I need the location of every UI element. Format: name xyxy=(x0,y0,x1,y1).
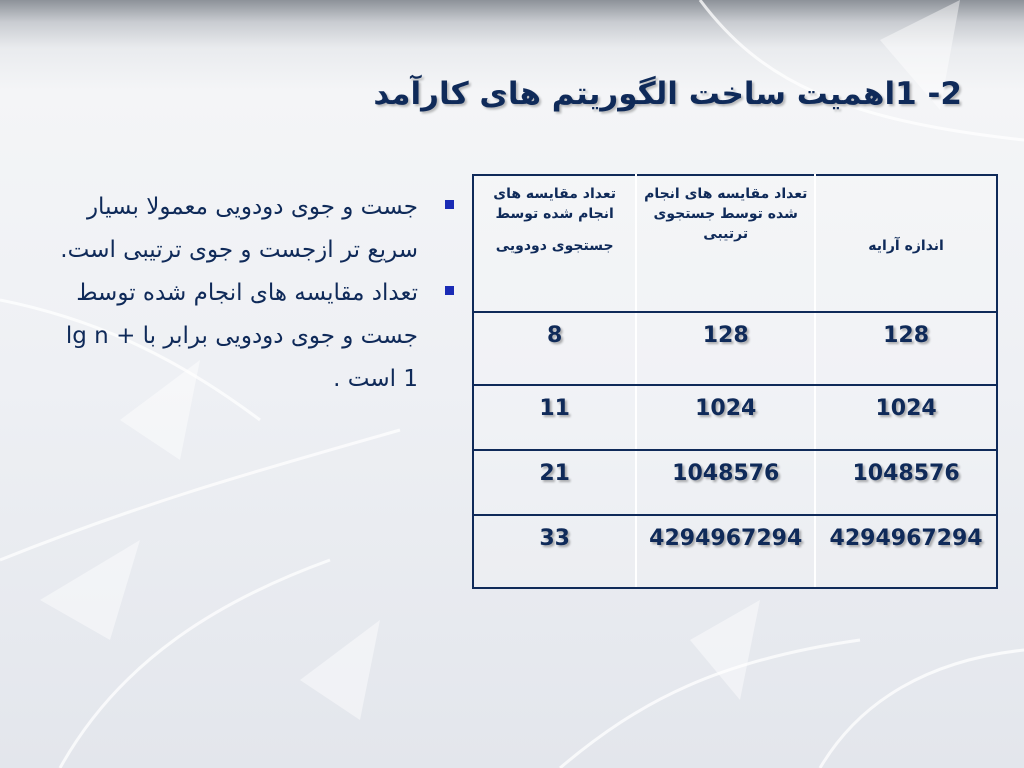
comparison-table xyxy=(472,174,998,589)
bullet-item xyxy=(60,186,458,272)
table-row xyxy=(473,450,997,515)
bullet-text: جست و جوی دودویی معمولا بسیار سریع تر ازجست و جوی ترتیبی است. xyxy=(60,194,418,263)
cell-binary: 21 xyxy=(473,450,636,515)
bullet-square-icon xyxy=(445,286,454,295)
cell-array-size: 128 xyxy=(815,312,997,385)
bullet-item xyxy=(60,272,458,401)
slide-title: 2- 1اهمیت ساخت الگوریتم های کارآمد xyxy=(373,76,962,112)
bullet-list xyxy=(60,186,458,401)
cell-sequential: 4294967294 xyxy=(636,515,815,588)
cell-array-size: 1024 xyxy=(815,385,997,450)
cell-binary: 8 xyxy=(473,312,636,385)
cell-array-size: 4294967294 xyxy=(815,515,997,588)
cell-binary: 11 xyxy=(473,385,636,450)
header-binary-line2: جستجوی دودویی xyxy=(495,238,614,254)
bullet-square-icon xyxy=(445,200,454,209)
header-sequential-comparisons: تعداد مقایسه های انجام شده توسط جستجوی ترتیبی xyxy=(636,175,815,312)
cell-array-size: 1048576 xyxy=(815,450,997,515)
cell-sequential: 1048576 xyxy=(636,450,815,515)
header-binary-comparisons xyxy=(473,175,636,312)
table-header-row xyxy=(473,175,997,312)
cell-sequential: 1024 xyxy=(636,385,815,450)
cell-binary: 33 xyxy=(473,515,636,588)
table-row xyxy=(473,385,997,450)
table-row xyxy=(473,312,997,385)
cell-sequential: 128 xyxy=(636,312,815,385)
header-binary-line1: تعداد مقایسه های انجام شده توسط xyxy=(493,186,617,222)
header-array-size: اندازه آرایه xyxy=(815,175,997,312)
bullet-text: تعداد مقایسه های انجام شده توسط جست و جوی دودویی برابر با lg n + 1 است . xyxy=(65,280,418,392)
table-row xyxy=(473,515,997,588)
